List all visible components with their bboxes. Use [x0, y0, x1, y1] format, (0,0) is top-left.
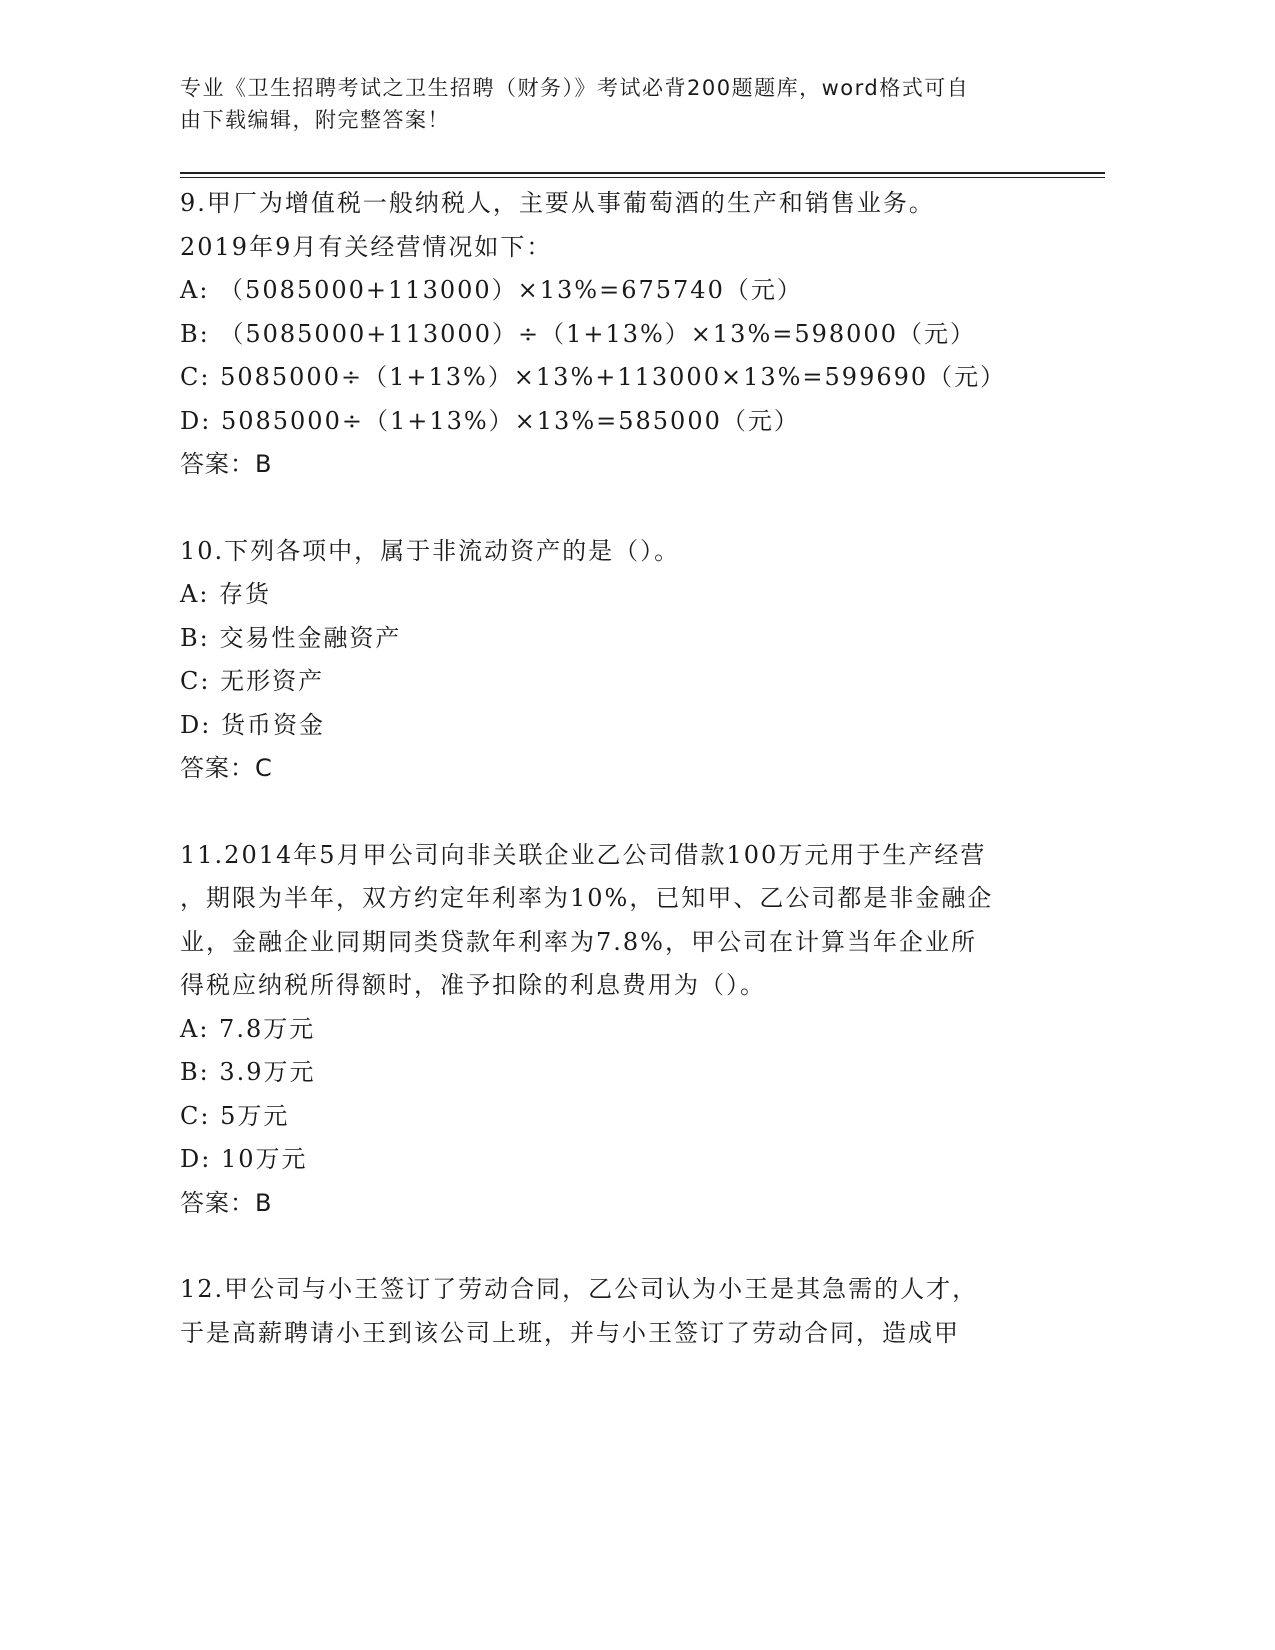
- question-text-line: 业，金融企业同期同类贷款年利率为7.8%，甲公司在计算当年企业所: [180, 927, 977, 956]
- question-list: [180, 182, 1060, 1398]
- option-b: B: （5085000+113000）÷（1+13%）×13%=598000（元）: [180, 319, 976, 348]
- option-d: D: 5085000÷（1+13%）×13%=585000（元）: [180, 406, 800, 435]
- option-c: C: 5085000÷（1+13%）×13%+113000×13%=599690（元）: [180, 363, 1007, 391]
- answer-line: 答案：B: [180, 450, 273, 478]
- answer-line: 答案：C: [180, 754, 273, 782]
- header-divider-thin: [180, 177, 1105, 178]
- option-a: A: （5085000+113000）×13%=675740（元）: [180, 276, 803, 304]
- question-text-line: 9.甲厂为增值税一般纳税人，主要从事葡萄酒的生产和销售业务。: [180, 189, 935, 217]
- option-a: A: 7.8万元: [180, 1014, 316, 1043]
- question-12: [180, 1268, 1060, 1355]
- question-text-line: 11.2014年5月甲公司向非关联企业乙公司借款100万元用于生产经营: [180, 840, 987, 869]
- question-text-line: ，期限为半年，双方约定年利率为10%，已知甲、乙公司都是非金融企: [180, 884, 994, 912]
- option-c: C: 5万元: [180, 1101, 290, 1130]
- option-b: B: 3.9万元: [180, 1058, 316, 1086]
- option-c: C: 无形资产: [180, 667, 325, 695]
- question-10: [180, 530, 1060, 791]
- option-b: B: 交易性金融资产: [180, 623, 402, 652]
- option-d: D: 10万元: [180, 1145, 308, 1173]
- option-d: D: 货币资金: [180, 710, 325, 739]
- question-text-line: 得税应纳税所得额时，准予扣除的利息费用为（）。: [180, 971, 766, 999]
- question-9: [180, 182, 1060, 487]
- header-divider-thick: [180, 172, 1105, 174]
- question-11: [180, 834, 1060, 1226]
- header-line-1: 专业《卫生招聘考试之卫生招聘（财务）》考试必背200题题库，word格式可自: [180, 76, 970, 100]
- question-text-line: 2019年9月有关经营情况如下：: [180, 232, 553, 261]
- question-text-line: 12.甲公司与小王签订了劳动合同，乙公司认为小王是其急需的人才，: [180, 1275, 979, 1303]
- question-text-line: 10.下列各项中，属于非流动资产的是（）。: [180, 536, 681, 565]
- header-line-2: 由下载编辑，附完整答案！: [180, 108, 450, 132]
- question-text-line: 于是高薪聘请小王到该公司上班，并与小王签订了劳动合同，造成甲: [180, 1318, 960, 1347]
- answer-line: 答案：B: [180, 1188, 273, 1217]
- document-header: [180, 72, 1040, 136]
- option-a: A: 存货: [180, 580, 272, 608]
